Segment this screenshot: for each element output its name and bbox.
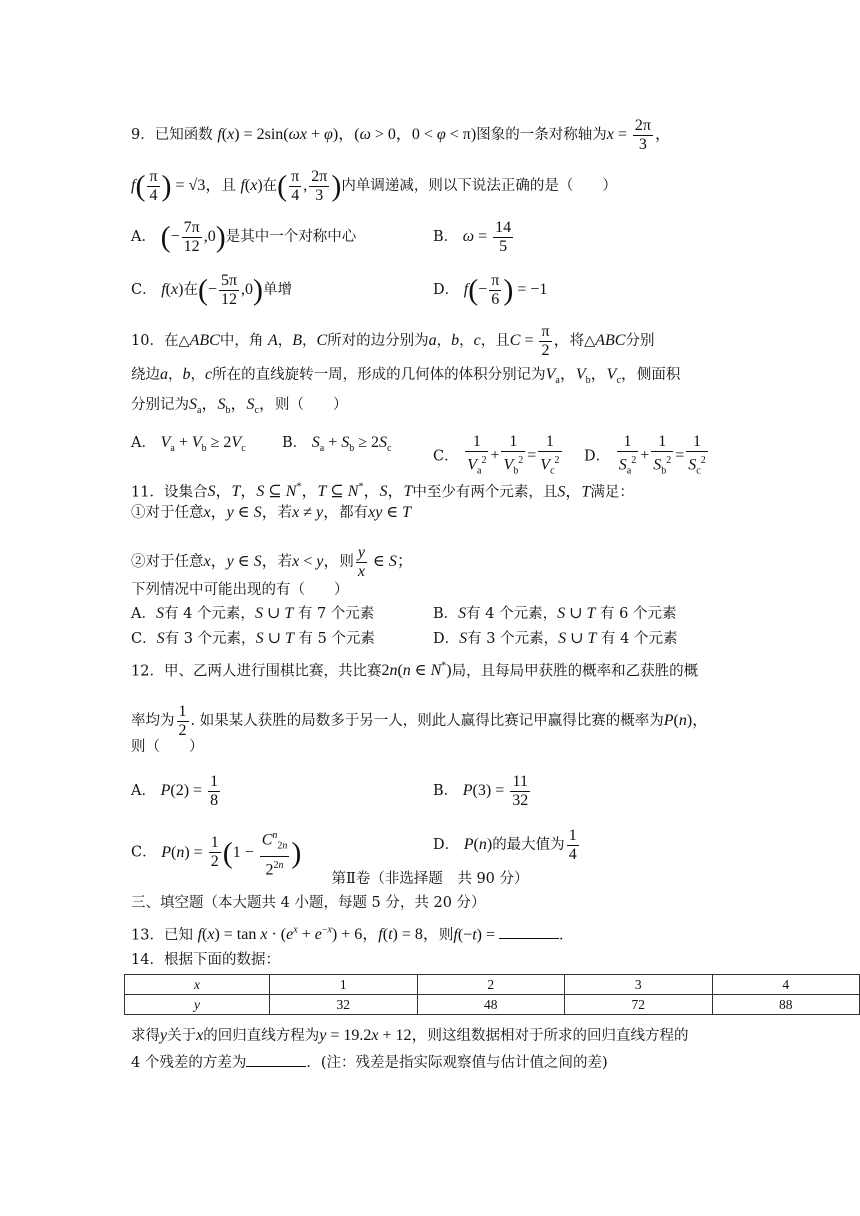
part2-heading: 第Ⅱ卷（非选择题 共 90 分） bbox=[331, 871, 529, 887]
q12-line3: 则（ ） bbox=[131, 739, 204, 755]
table-cell: 2 bbox=[417, 975, 565, 995]
table-row bbox=[125, 975, 860, 995]
q10-line1: 10．在△ABC中，角 A，B，C所对的边分别为a，b，c，且C = $\frac{\pi}{2}$ ，将△ABC分别 bbox=[131, 323, 655, 359]
q9-option-b: B． ω = $\frac{14}{5}$ bbox=[433, 219, 512, 255]
table-cell: 1 bbox=[270, 975, 418, 995]
q10-line2: 绕边a，b，c所在的直线旋转一周，形成的几何体的体积分别记为$V_a$，$V_b$，$V_c$，侧面积 bbox=[131, 366, 681, 387]
q14-intro: 14．根据下面的数据： bbox=[131, 952, 280, 968]
q12-option-d: D． P(n)的最大值为 $\frac{1}{4}$ bbox=[433, 827, 577, 863]
table-cell: 48 bbox=[417, 995, 565, 1015]
q11-option-c: C．S有 3 个元素，S ∪ T 有 5 个元素 bbox=[131, 630, 375, 647]
q9-option-d: D． f(− $\frac{\pi}{6}$ ) = −1 bbox=[433, 272, 548, 308]
q11-option-d: D．S有 3 个元素，S ∪ T 有 4 个元素 bbox=[433, 630, 678, 647]
table-cell: 88 bbox=[712, 995, 860, 1015]
table-cell: 72 bbox=[565, 995, 713, 1015]
q10-line3: 分别记为$S_a$，$S_b$，$S_c$，则（ ） bbox=[131, 396, 348, 417]
q12-option-a: A． P(2) = $\frac{1}{8}$ bbox=[131, 773, 219, 809]
q9-option-a: A． (− $\frac{7\pi}{12}$ ,0)是其中一个对称中心 bbox=[131, 219, 357, 255]
q9-line2: f( $\frac{\pi}{4}$ ) = √3，且 f(x)在( $\frac{\pi}{4}$ , $\frac{2\pi}{3}$ )内单调递减，则以下说法正确的是（ ） bbox=[131, 168, 617, 204]
q12-line2: 率均为 $\frac{1}{2}$ . 如果某人获胜的局数多于另一人，则此人赢得比赛记甲赢得比赛的概率为P(n)， bbox=[131, 703, 709, 739]
section3-heading: 三、填空题（本大题共 4 小题，每题 5 分，共 20 分） bbox=[131, 895, 486, 911]
q12-number: 12． bbox=[131, 663, 164, 680]
q13-number: 13． bbox=[131, 927, 164, 944]
q11-condition-1: ①对于任意x，y ∈ S，若x ≠ y，都有xy ∈ T bbox=[131, 504, 412, 521]
table-cell: 4 bbox=[712, 975, 860, 995]
q9-option-c: C． f(x)在(− $\frac{5\pi}{12}$ ,0)单增 bbox=[131, 272, 293, 308]
q14-after-line2: 4 个残差的方差为 ．(注：残差是指实际观察值与估计值之间的差) bbox=[131, 1052, 608, 1073]
q9-number: 9． bbox=[131, 127, 155, 144]
table-header-x: x bbox=[125, 975, 270, 995]
q11-number: 11． bbox=[131, 484, 164, 501]
q14-answer-blank bbox=[246, 1052, 306, 1067]
q10-option-c: C． $\frac{1}{V_a^2}$ + $\frac{1}{V_b^2}$ = $\frac{1}{V_c^2}$ bbox=[433, 433, 560, 477]
q11-line1: 11．设集合S，T，S ⊆ N*，T ⊆ N*，S，T中至少有两个元素，且S，T满足： bbox=[131, 482, 634, 501]
q9-line1: 9．已知函数 f(x) = 2sin(ωx + φ)，(ω > 0，0 < φ < π)图象的一条对称轴为x = $\frac{2\pi}{3}$ ， bbox=[131, 117, 671, 153]
q10-option-a: A． $V_a + V_b \ge 2V_c$ bbox=[131, 434, 246, 455]
q14-number: 14． bbox=[131, 952, 164, 968]
q14-data-table bbox=[124, 974, 860, 1015]
table-header-y: y bbox=[125, 995, 270, 1015]
q11-option-b: B．S有 4 个元素，S ∪ T 有 6 个元素 bbox=[433, 605, 677, 622]
q10-option-b: B． $S_a + S_b \ge 2S_c$ bbox=[282, 434, 392, 455]
table-cell: 3 bbox=[565, 975, 713, 995]
q11-option-a: A．S有 4 个元素，S ∪ T 有 7 个元素 bbox=[131, 605, 375, 622]
q14-after-line1: 求得y关于x的回归直线方程为y = 19.2x + 12，则这组数据相对于所求的回归直线方程的 bbox=[131, 1027, 689, 1044]
q11-condition-2: ②对于任意x，y ∈ S，若x < y，则 $\frac{y}{x}$ ∈ S； bbox=[131, 544, 413, 580]
table-row bbox=[125, 995, 860, 1015]
q11-prompt: 下列情况中可能出现的有（ ） bbox=[131, 582, 349, 598]
q10-option-d: D． $\frac{1}{S_a^2}$ + $\frac{1}{S_b^2}$ = $\frac{1}{S_c^2}$ bbox=[584, 433, 706, 477]
q13-line: 13．已知 $f(x) = \tan x \cdot (e^x + e^{-x}) + 6$，f(t) = 8，则f(−t) = ． bbox=[131, 925, 574, 944]
table-cell: 32 bbox=[270, 995, 418, 1015]
q10-number: 10． bbox=[131, 333, 164, 350]
q12-option-b: B． P(3) = $\frac{11}{32}$ bbox=[433, 773, 529, 809]
q12-option-c: C． P(n) = $\frac{1}{2}$ (1 − $\frac{C^n_{2n}}{2^{2n}}$ ) bbox=[131, 827, 301, 879]
q12-line1: 12．甲、乙两人进行围棋比赛，共比赛2n(n ∈ N*)局，且每局甲获胜的概率和乙获胜的概 bbox=[131, 661, 699, 680]
q13-answer-blank bbox=[499, 924, 559, 939]
